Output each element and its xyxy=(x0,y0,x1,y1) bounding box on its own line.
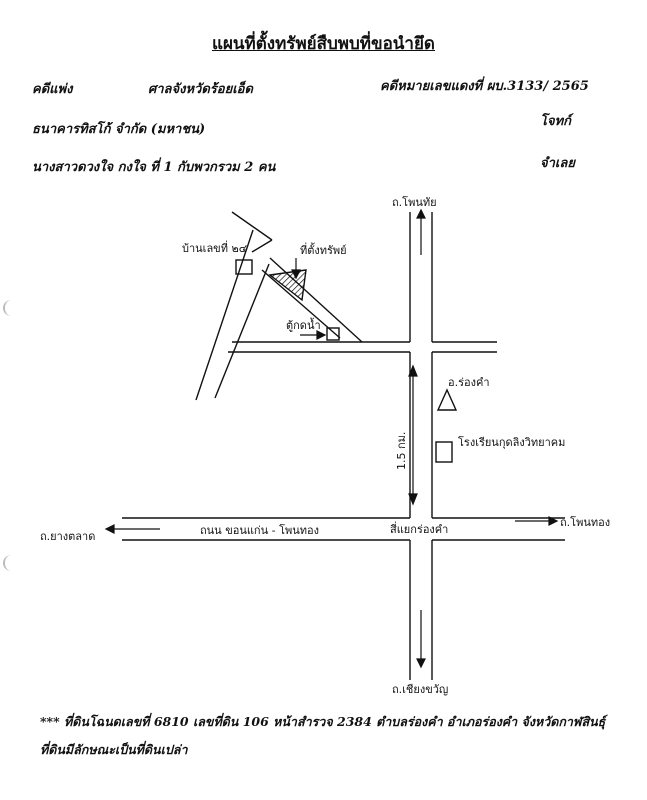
east-west-road xyxy=(122,518,565,540)
land-description-note: ที่ดินมีลักษณะเป็นที่ดินเปล่า xyxy=(40,742,188,757)
label-to-east: ถ.โพนทอง xyxy=(560,516,611,529)
page-title: แผนที่ตั้งทรัพย์สืบพบที่ขอนำยึด xyxy=(212,34,435,54)
label-district-office: อ.ร่องคำ xyxy=(448,376,490,389)
land-deed-note: *** ที่ดินโฉนดเลขที่ 6810 เลขที่ดิน 106 หน้าสำรวจ 2384 ตำบลร่องคำ อำเภอร่องคำ จังหวัดกาฬสินธุ์ xyxy=(40,714,606,729)
label-school: โรงเรียนกุดลิงวิทยาคม xyxy=(458,436,566,449)
label-to-west: ถ.ยางตลาด xyxy=(40,530,96,543)
label-intersection: สี่แยกร่องคำ xyxy=(390,523,449,536)
court-name: ศาลจังหวัดร้อยเอ็ด xyxy=(148,82,253,97)
property-marker-icon xyxy=(270,270,306,300)
label-water-tank: ตู้กดน้ำ xyxy=(286,319,321,332)
label-property: ที่ตั้งทรัพย์ xyxy=(300,244,347,257)
water-tank-icon xyxy=(327,328,339,340)
label-house: บ้านเลขที่ ๒๔ xyxy=(182,242,248,255)
label-to-north: ถ.โพนทัย xyxy=(392,196,437,209)
diagonal-road xyxy=(196,212,272,400)
label-distance: 1.5 กม. xyxy=(395,431,408,470)
defendant-name: นางสาวดวงใจ กงใจ ที่ 1 กับพวกรวม 2 คน xyxy=(32,160,276,175)
upper-road xyxy=(228,342,497,352)
case-number: คดีหมายเลขแดงที่ ผบ.3133/ 2565 xyxy=(380,79,589,94)
court-label: คดีแพ่ง xyxy=(32,82,73,97)
label-to-south: ถ.เชียงขวัญ xyxy=(392,683,449,696)
district-office-icon xyxy=(438,390,456,410)
plaintiff-role: โจทก์ xyxy=(540,114,572,129)
school-icon xyxy=(436,442,452,462)
defendant-role: จำเลย xyxy=(540,156,575,171)
label-main-road: ถนน ขอนแก่น - โพนทอง xyxy=(200,524,319,537)
plaintiff-name: ธนาคารทิสโก้ จำกัด (มหาชน) xyxy=(32,122,206,137)
